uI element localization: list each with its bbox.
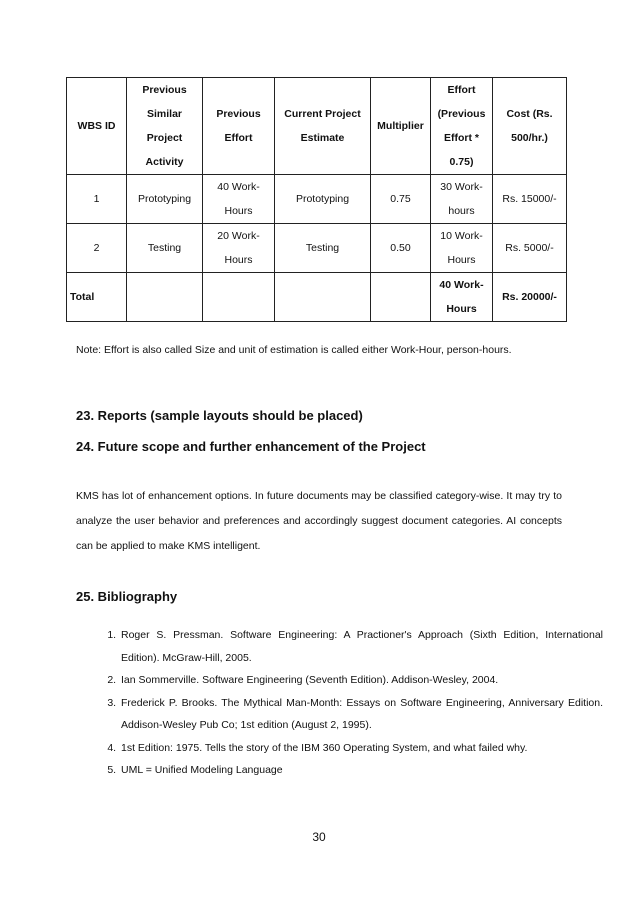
section-heading-bibliography: 25. Bibliography	[76, 589, 178, 604]
cell-total-effort: 40 Work-Hours	[431, 273, 493, 322]
cell-previous-effort: 40 Work-Hours	[203, 175, 275, 224]
cell-current: Testing	[275, 224, 371, 273]
cell-effort: 30 Work-hours	[431, 175, 493, 224]
cell-empty	[275, 273, 371, 322]
cell-current: Prototyping	[275, 175, 371, 224]
table-row	[67, 175, 567, 224]
cell-total-label: Total	[67, 273, 127, 322]
header-effort: Effort (Previous Effort * 0.75)	[431, 78, 493, 175]
header-wbs-id: WBS ID	[67, 78, 127, 175]
table-row	[67, 224, 567, 273]
bibliography-list	[78, 624, 603, 782]
cell-multiplier: 0.50	[371, 224, 431, 273]
cell-total-cost: Rs. 20000/-	[493, 273, 567, 322]
cell-empty	[127, 273, 203, 322]
cell-cost: Rs. 5000/-	[493, 224, 567, 273]
header-previous-similar: Previous Similar Project Activity	[127, 78, 203, 175]
list-item: 5. UML = Unified Modeling Language	[119, 759, 603, 782]
header-previous-effort: Previous Effort	[203, 78, 275, 175]
cell-previous-effort: 20 Work-Hours	[203, 224, 275, 273]
list-item: 4. 1st Edition: 1975. Tells the story of the IBM 360 Operating System, and what failed why.	[119, 737, 603, 760]
list-item: 2. Ian Sommerville. Software Engineering (Seventh Edition). Addison-Wesley, 2004.	[119, 669, 603, 692]
cell-multiplier: 0.75	[371, 175, 431, 224]
header-cost: Cost (Rs. 500/hr.)	[493, 78, 567, 175]
cell-id: 2	[67, 224, 127, 273]
page-number: 30	[312, 830, 326, 844]
effort-estimate-table	[66, 77, 567, 322]
header-current-estimate: Current Project Estimate	[275, 78, 371, 175]
cell-empty	[371, 273, 431, 322]
cell-empty	[203, 273, 275, 322]
table-total-row	[67, 273, 567, 322]
cell-id: 1	[67, 175, 127, 224]
section-heading-reports: 23. Reports (sample layouts should be placed)	[76, 408, 363, 423]
list-item: 3. Frederick P. Brooks. The Mythical Man-Month: Essays on Software Engineering, Anniversary Edition. Addison-Wesley Pub Co; 1st edition (August 2, 1995).	[119, 692, 603, 737]
cell-activity: Testing	[127, 224, 203, 273]
cell-activity: Prototyping	[127, 175, 203, 224]
list-item: 1. Roger S. Pressman. Software Engineering: A Practioner's Approach (Sixth Edition, International Edition). McGraw-Hill, 2005.	[119, 624, 603, 669]
header-multiplier: Multiplier	[371, 78, 431, 175]
future-scope-paragraph: KMS has lot of enhancement options. In future documents may be classified category-wise. It may try to analyze the user behavior and preferences and accordingly suggest document categories. AI concepts can be applied to make KMS intelligent.	[76, 490, 562, 552]
cell-cost: Rs. 15000/-	[493, 175, 567, 224]
table-header-row	[67, 78, 567, 175]
section-heading-future-scope: 24. Future scope and further enhancement of the Project	[76, 439, 426, 454]
cell-effort: 10 Work-Hours	[431, 224, 493, 273]
estimation-note: Note: Effort is also called Size and unit of estimation is called either Work-Hour, person-hours.	[76, 344, 512, 356]
